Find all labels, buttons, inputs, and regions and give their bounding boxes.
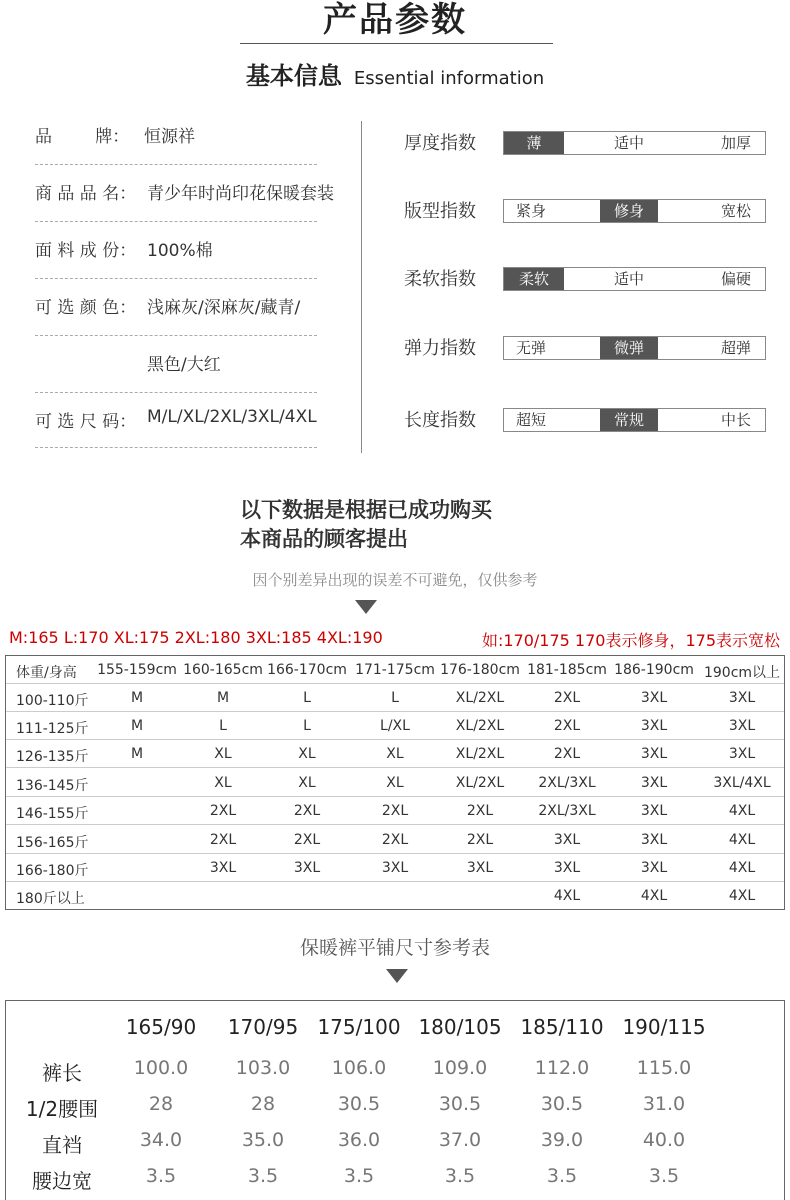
size-cell: XL [386,746,404,762]
pants-measure-value: 31.0 [642,1093,686,1115]
table-row [6,882,784,910]
size-cell: XL [298,775,316,791]
table-row [6,684,784,712]
index-name: 柔软指数 [404,269,476,290]
size-cell: 3XL [553,860,581,876]
size-cell: 4XL [728,888,756,904]
pants-measure-value: 100.0 [133,1057,189,1079]
size-cell: 3XL [293,860,321,876]
height-header: 155-159cm [97,662,177,678]
pants-size-table [5,1000,785,1200]
pants-size-header: 170/95 [227,1015,299,1039]
pants-measure-value: 30.5 [438,1093,482,1115]
size-cell: 2XL [466,832,494,848]
pants-size-header: 190/115 [622,1015,706,1039]
info-label: 品 牌： [35,127,130,147]
dashed-divider [35,221,317,222]
pants-measure-value: 103.0 [235,1057,291,1079]
pants-measure-value: 115.0 [636,1057,692,1079]
size-cell: 2XL/3XL [538,803,596,819]
size-cell: M [130,690,144,706]
title-divider [240,43,553,44]
size-cell: 2XL [381,832,409,848]
pants-measure-label: 直裆 [42,1133,82,1157]
index-option: 偏硬 [721,270,752,288]
notice-heading [240,496,492,554]
size-cell: 3XL [728,690,756,706]
size-cell: XL/2XL [455,690,505,706]
size-cell: 3XL [640,860,668,876]
size-cell: 4XL [728,832,756,848]
pants-measure-value: 36.0 [337,1129,381,1151]
height-header: 160-165cm [183,662,263,678]
weight-label: 136-145斤 [16,778,89,794]
dashed-divider [35,392,317,393]
pants-measure-value: 3.5 [145,1165,177,1187]
index-option: 适中 [614,134,645,152]
size-cell: 2XL [466,803,494,819]
pants-measure-value: 106.0 [331,1057,387,1079]
table-corner-header: 体重/身高 [16,665,77,681]
index-scale [503,199,766,223]
size-cell: 3XL [209,860,237,876]
size-cell: 3XL [640,775,668,791]
index-option-selected: 常规 [600,409,658,431]
height-header: 186-190cm [614,662,694,678]
dashed-divider [35,278,317,279]
pants-measure-label: 1/2腰围 [25,1097,99,1121]
size-cell: 3XL [640,718,668,734]
size-cell: 2XL [293,803,321,819]
size-cell: 2XL/3XL [538,775,596,791]
table-row [6,712,784,740]
info-row-product-name [35,175,360,232]
pants-measure-value: 3.5 [247,1165,279,1187]
height-header: 176-180cm [440,662,520,678]
size-cell: XL [214,746,232,762]
size-cell: M [216,690,230,706]
size-cell: 2XL [553,746,581,762]
index-option: 超短 [516,411,547,429]
height-header: 181-185cm [527,662,607,678]
size-cell: 4XL [728,860,756,876]
size-cell: XL [214,775,232,791]
index-option: 无弹 [516,339,547,357]
dashed-divider [35,447,317,448]
size-cell: 2XL [553,690,581,706]
size-height-map: M:165 L:170 XL:175 2XL:180 3XL:185 4XL:190 [9,628,383,647]
pants-measure-label: 腰边宽 [32,1169,92,1193]
size-cell: XL [298,746,316,762]
height-header: 166-170cm [267,662,347,678]
info-value: 青少年时尚印花保暖套装 [147,184,334,204]
info-value: M/L/XL/2XL/3XL/4XL [147,407,317,427]
info-row-sizes [35,403,360,460]
pants-measure-value: 112.0 [534,1057,590,1079]
index-row [404,265,774,295]
pants-measure-value: 3.5 [546,1165,578,1187]
index-scale [503,267,766,291]
size-cell: XL [386,775,404,791]
size-cell: 2XL [209,803,237,819]
notice-disclaimer: 因个别差异出现的误差不可避免，仅供参考 [252,571,538,589]
index-option: 紧身 [516,202,547,220]
info-value: 黑色/大红 [147,355,221,375]
weight-label: 146-155斤 [16,806,89,822]
pants-measure-value: 3.5 [343,1165,375,1187]
pants-size-header: 185/110 [520,1015,604,1039]
index-option-selected: 柔软 [504,268,564,290]
dashed-divider [35,164,317,165]
pants-size-header: 175/100 [317,1015,401,1039]
weight-label: 126-135斤 [16,749,89,765]
index-row [404,197,774,227]
pants-measure-value: 28 [148,1093,174,1115]
vertical-divider [361,121,362,453]
size-cell: 3XL [728,718,756,734]
size-cell: M [130,746,144,762]
info-row-colors-cont [35,346,360,403]
weight-label: 100-110斤 [16,693,89,709]
pants-measure-value: 3.5 [444,1165,476,1187]
weight-label: 111-125斤 [16,721,89,737]
down-arrow-icon [355,600,377,614]
info-row-brand [35,118,360,175]
pants-measure-value: 30.5 [540,1093,584,1115]
index-option: 宽松 [721,202,752,220]
index-option: 适中 [614,270,645,288]
dashed-divider [35,335,317,336]
size-cell: L/XL [380,718,410,734]
page-title: 产品参数 [323,0,467,40]
pants-measure-value: 39.0 [540,1129,584,1151]
table-row [6,826,784,854]
size-cell: 3XL [553,832,581,848]
size-cell: 3XL [640,803,668,819]
size-cell: L [219,718,227,734]
pants-measure-value: 30.5 [337,1093,381,1115]
info-label: 商 品 品 名： [35,184,137,204]
index-name: 厚度指数 [404,133,476,154]
pants-measure-value: 40.0 [642,1129,686,1151]
index-option-selected: 修身 [600,200,658,222]
pants-measure-value: 37.0 [438,1129,482,1151]
size-cell: 4XL [553,888,581,904]
info-row-colors [35,289,360,346]
notice-line-1: 以下数据是根据已成功购买 [240,498,492,522]
table-row [6,854,784,882]
size-cell: L [303,690,311,706]
size-cell: XL/2XL [455,775,505,791]
weight-label: 180斤以上 [16,891,85,907]
index-option: 加厚 [721,134,752,152]
index-scale [503,408,766,432]
table-row [6,769,784,797]
pants-table-title: 保暖裤平铺尺寸参考表 [299,937,490,959]
size-cell: L [391,690,399,706]
size-cell: 3XL/4XL [713,775,771,791]
pants-measure-value: 109.0 [432,1057,488,1079]
pants-size-header: 180/105 [418,1015,502,1039]
notice-line-2: 本商品的顾客提出 [240,527,408,551]
weight-label: 166-180斤 [16,863,89,879]
basic-info-list [35,118,360,460]
section-subtitle [0,56,790,91]
index-row [404,406,774,436]
info-label: 可 选 尺 码： [35,412,137,432]
index-option-selected: 薄 [504,132,564,154]
size-cell: 3XL [466,860,494,876]
info-value: 浅麻灰/深麻灰/藏青/ [147,298,301,318]
size-cell: 4XL [640,888,668,904]
index-name: 长度指数 [404,410,476,431]
index-row [404,129,774,159]
table-header-row [6,656,784,684]
index-name: 弹力指数 [404,338,476,359]
index-row [404,334,774,364]
size-cell: XL/2XL [455,718,505,734]
info-label: 面 料 成 份： [35,241,137,261]
table-row [6,740,784,768]
size-cell: 3XL [381,860,409,876]
size-cell: 3XL [728,746,756,762]
pants-measure-label: 裤长 [42,1061,82,1085]
info-value: 100%棉 [147,241,213,261]
subtitle-en: Essential information [353,68,545,89]
size-cell: 2XL [209,832,237,848]
height-header: 171-175cm [355,662,435,678]
size-cell: 3XL [640,832,668,848]
size-cell: L [303,718,311,734]
height-header: 190cm以上 [703,665,781,681]
pants-measure-value: 35.0 [241,1129,285,1151]
info-row-fabric [35,232,360,289]
size-cell: XL/2XL [455,746,505,762]
pants-measure-value: 28 [250,1093,276,1115]
pants-measure-value: 3.5 [648,1165,680,1187]
down-arrow-icon [386,969,408,983]
index-option-selected: 微弹 [600,337,658,359]
weight-label: 156-165斤 [16,835,89,851]
pants-size-header: 165/90 [125,1015,197,1039]
index-name: 版型指数 [404,201,476,222]
size-cell: 2XL [553,718,581,734]
size-cell: 2XL [381,803,409,819]
pants-measure-value: 34.0 [139,1129,183,1151]
size-cell: 3XL [640,690,668,706]
size-cell: 3XL [640,746,668,762]
size-cell: 2XL [293,832,321,848]
index-option: 中长 [721,411,752,429]
table-row [6,797,784,825]
subtitle-zh: 基本信息 [245,62,342,90]
size-recommend-table [5,655,785,910]
size-cell: 4XL [728,803,756,819]
size-cell: M [130,718,144,734]
info-value: 恒源祥 [144,127,195,147]
fit-explanation: 如:170/175 170表示修身，175表示宽松 [481,631,780,650]
info-label: 可 选 颜 色： [35,298,137,318]
index-scale [503,336,766,360]
index-option: 超弹 [721,339,752,357]
index-scale [503,131,766,155]
